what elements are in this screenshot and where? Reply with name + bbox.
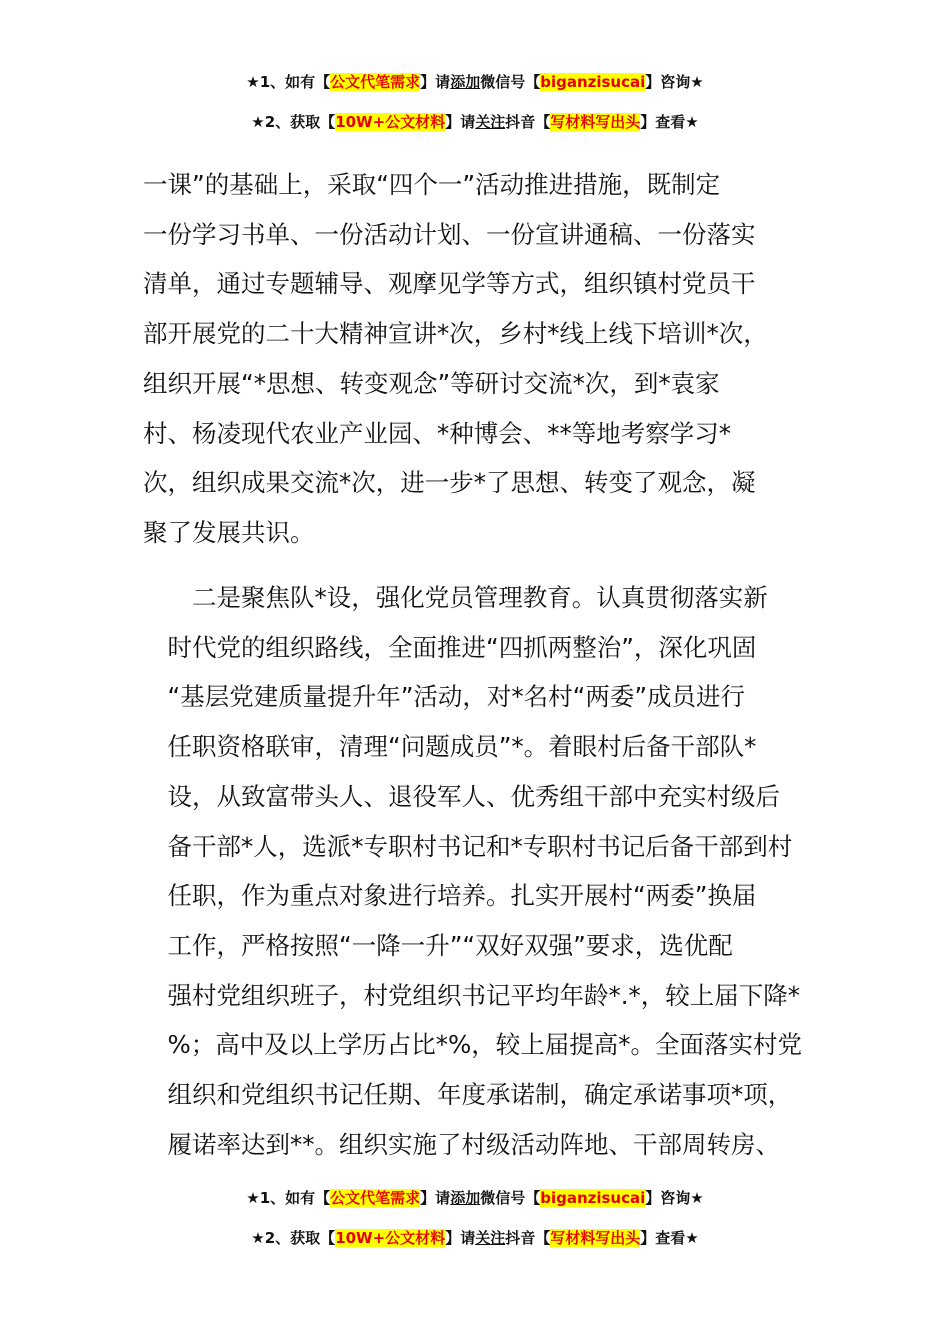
banner-underline-add: 添加 — [450, 73, 481, 91]
banner-underline-follow: 关注 — [475, 113, 506, 131]
header-banner-follow — [0, 112, 950, 132]
paragraph-line: 村、杨凌现代农业产业园、*种博会、**等地考察学习* — [143, 418, 731, 448]
paragraph-line: 强村党组织班子，村党组织书记平均年龄*.*，较上届下降* — [143, 980, 801, 1010]
banner-underline-follow: 关注 — [475, 1229, 506, 1247]
banner-prefix: ★2、获取【 — [251, 113, 336, 131]
banner-prefix: ★2、获取【 — [251, 1229, 336, 1247]
banner-mid: 】请 — [445, 1229, 476, 1247]
paragraph-line: 次，组织成果交流*次，进一步*了思想、转变了观念，凝 — [143, 468, 756, 498]
paragraph-line: 部开展党的二十大精神宣讲*次，乡村*线上线下培训*次， — [143, 319, 768, 349]
banner-suffix: 】查看★ — [640, 1229, 699, 1247]
banner-highlight-materials: 10W+公文材料 — [335, 1229, 446, 1247]
banner-suffix: 】咨询★ — [645, 1189, 704, 1207]
paragraph-line: 履诺率达到**。组织实施了村级活动阵地、干部周转房、 — [143, 1129, 780, 1159]
footer-banner-follow — [0, 1228, 950, 1248]
paragraph-line: 任职资格联审，清理“问题成员”*。着眼村后备干部队* — [143, 732, 757, 762]
paragraph-line: 备干部*人，选派*专职村书记和*专职村书记后备干部到村 — [143, 831, 793, 861]
banner-mid: 】请 — [445, 113, 476, 131]
banner-mid: 】请 — [420, 1189, 451, 1207]
body-paragraph-1 — [143, 160, 811, 558]
banner-mid: 抖音【 — [505, 1229, 551, 1247]
paragraph-line: 组织和党组织书记任期、年度承诺制，确定承诺事项*项， — [143, 1080, 793, 1110]
paragraph-line: 工作，严格按照“一降一升”“双好双强”要求，选优配 — [143, 930, 733, 960]
banner-highlight-wechat-id: biganzisucai — [540, 1189, 646, 1207]
header-banner-contact — [0, 72, 950, 92]
banner-prefix: ★1、如有【 — [246, 73, 331, 91]
paragraph-line: 任职，作为重点对象进行培养。扎实开展村“两委”换届 — [143, 881, 757, 911]
paragraph-line: 一份学习书单、一份活动计划、一份宣讲通稿、一份落实 — [143, 219, 756, 249]
paragraph-line: 设，从致富带头人、退役军人、优秀组干部中充实村级后 — [143, 781, 780, 811]
paragraph-line: 清单，通过专题辅导、观摩见学等方式，组织镇村党员干 — [143, 269, 756, 299]
banner-highlight-service: 公文代笔需求 — [330, 73, 421, 91]
paragraph-line: “基层党建质量提升年”活动，对*名村“两委”成员进行 — [143, 682, 746, 712]
paragraph-line: %；高中及以上学历占比*%，较上届提高*。全面落实村党 — [143, 1030, 803, 1060]
paragraph-line: 组织开展“*思想、转变观念”等研讨交流*次，到*袁家 — [143, 368, 720, 398]
banner-highlight-douyin: 写材料写出头 — [550, 1229, 641, 1247]
footer-banner-contact — [0, 1188, 950, 1208]
banner-mid: 】请 — [420, 73, 451, 91]
banner-highlight-wechat-id: biganzisucai — [540, 73, 646, 91]
body-paragraph-2 — [143, 573, 811, 1169]
banner-mid: 微信号【 — [480, 73, 541, 91]
paragraph-line: 一课”的基础上，采取“四个一”活动推进措施，既制定 — [143, 170, 721, 199]
banner-suffix: 】查看★ — [640, 113, 699, 131]
paragraph-line: 时代党的组织路线，全面推进“四抓两整治”，深化巩固 — [143, 632, 757, 662]
banner-mid: 抖音【 — [505, 113, 551, 131]
banner-suffix: 】咨询★ — [645, 73, 704, 91]
banner-highlight-service: 公文代笔需求 — [330, 1189, 421, 1207]
banner-underline-add: 添加 — [450, 1189, 481, 1207]
banner-prefix: ★1、如有【 — [246, 1189, 331, 1207]
banner-mid: 微信号【 — [480, 1189, 541, 1207]
paragraph-line: 聚了发展共识。 — [143, 517, 315, 547]
paragraph-line: 二是聚焦队*设，强化党员管理教育。认真贯彻落实新 — [143, 583, 768, 612]
banner-highlight-douyin: 写材料写出头 — [550, 113, 641, 131]
banner-highlight-materials: 10W+公文材料 — [335, 113, 446, 131]
